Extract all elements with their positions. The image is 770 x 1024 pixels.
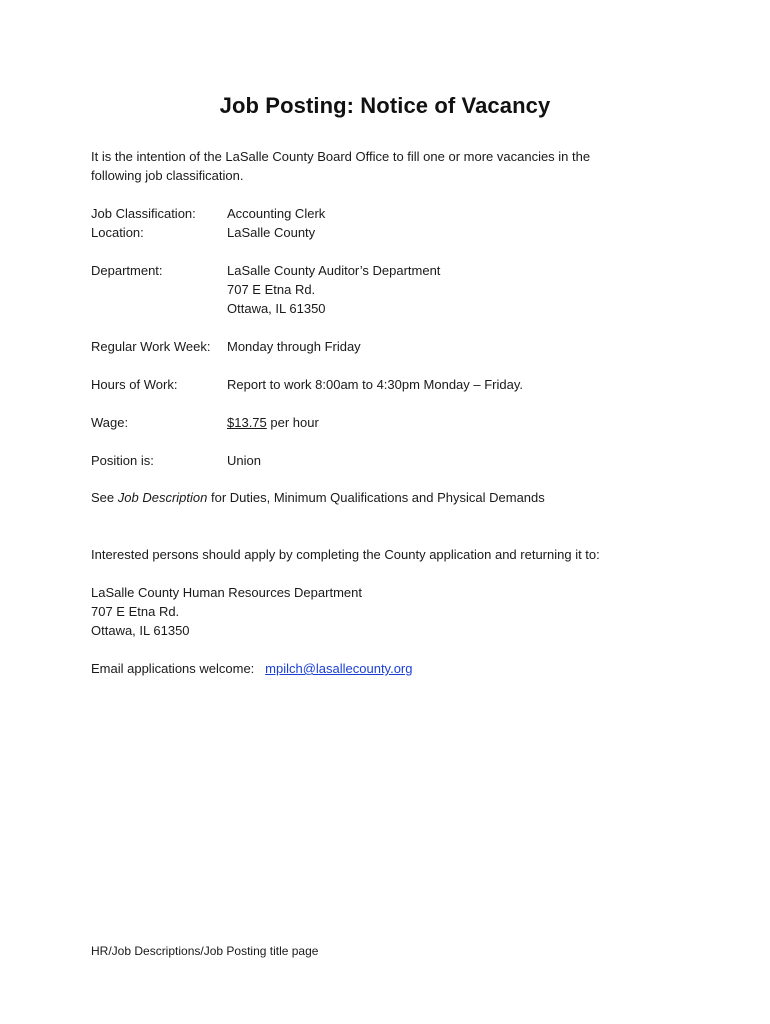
wage-suffix: per hour xyxy=(266,415,319,430)
hr-address-line-3: Ottawa, IL 61350 xyxy=(91,623,190,638)
work-week-label: Regular Work Week: xyxy=(91,339,211,354)
hr-address-line-2: 707 E Etna Rd. xyxy=(91,604,180,619)
email-label: Email applications welcome: xyxy=(91,661,255,676)
footer-note: HR/Job Descriptions/Job Posting title page xyxy=(91,944,319,958)
see-description-line xyxy=(91,488,545,507)
intro-line-2: following job classification. xyxy=(91,168,244,183)
apply-line: Interested persons should apply by completing the County application and returning it to: xyxy=(91,547,600,562)
department-label: Department: xyxy=(91,263,163,278)
hours-label: Hours of Work: xyxy=(91,377,178,392)
location-label: Location: xyxy=(91,225,144,240)
see-italic: Job Description xyxy=(117,490,208,505)
see-prefix: See xyxy=(91,490,118,505)
hours-value: Report to work 8:00am to 4:30pm Monday – Friday. xyxy=(227,377,524,392)
email-line xyxy=(91,659,413,678)
position-label: Position is: xyxy=(91,453,154,468)
page-title: Job Posting: Notice of Vacancy xyxy=(219,93,551,118)
see-suffix: for Duties, Minimum Qualifications and Physical Demands xyxy=(207,490,545,505)
wage-amount: $13.75 xyxy=(227,415,267,430)
department-line-2: 707 E Etna Rd. xyxy=(227,282,316,297)
email-link[interactable]: mpilch@lasallecounty.org xyxy=(265,661,413,676)
classification-value: Accounting Clerk xyxy=(227,206,326,221)
work-week-value: Monday through Friday xyxy=(227,339,361,354)
intro-line-1: It is the intention of the LaSalle County Board Office to fill one or more vacancies in the xyxy=(91,149,591,164)
position-value: Union xyxy=(227,453,261,468)
location-value: LaSalle County xyxy=(227,225,316,240)
department-line-1: LaSalle County Auditor’s Department xyxy=(227,263,441,278)
hr-address-line-1: LaSalle County Human Resources Department xyxy=(91,585,362,600)
wage-label: Wage: xyxy=(91,415,129,430)
department-line-3: Ottawa, IL 61350 xyxy=(227,301,326,316)
classification-label: Job Classification: xyxy=(91,206,196,221)
wage-value xyxy=(227,413,319,432)
